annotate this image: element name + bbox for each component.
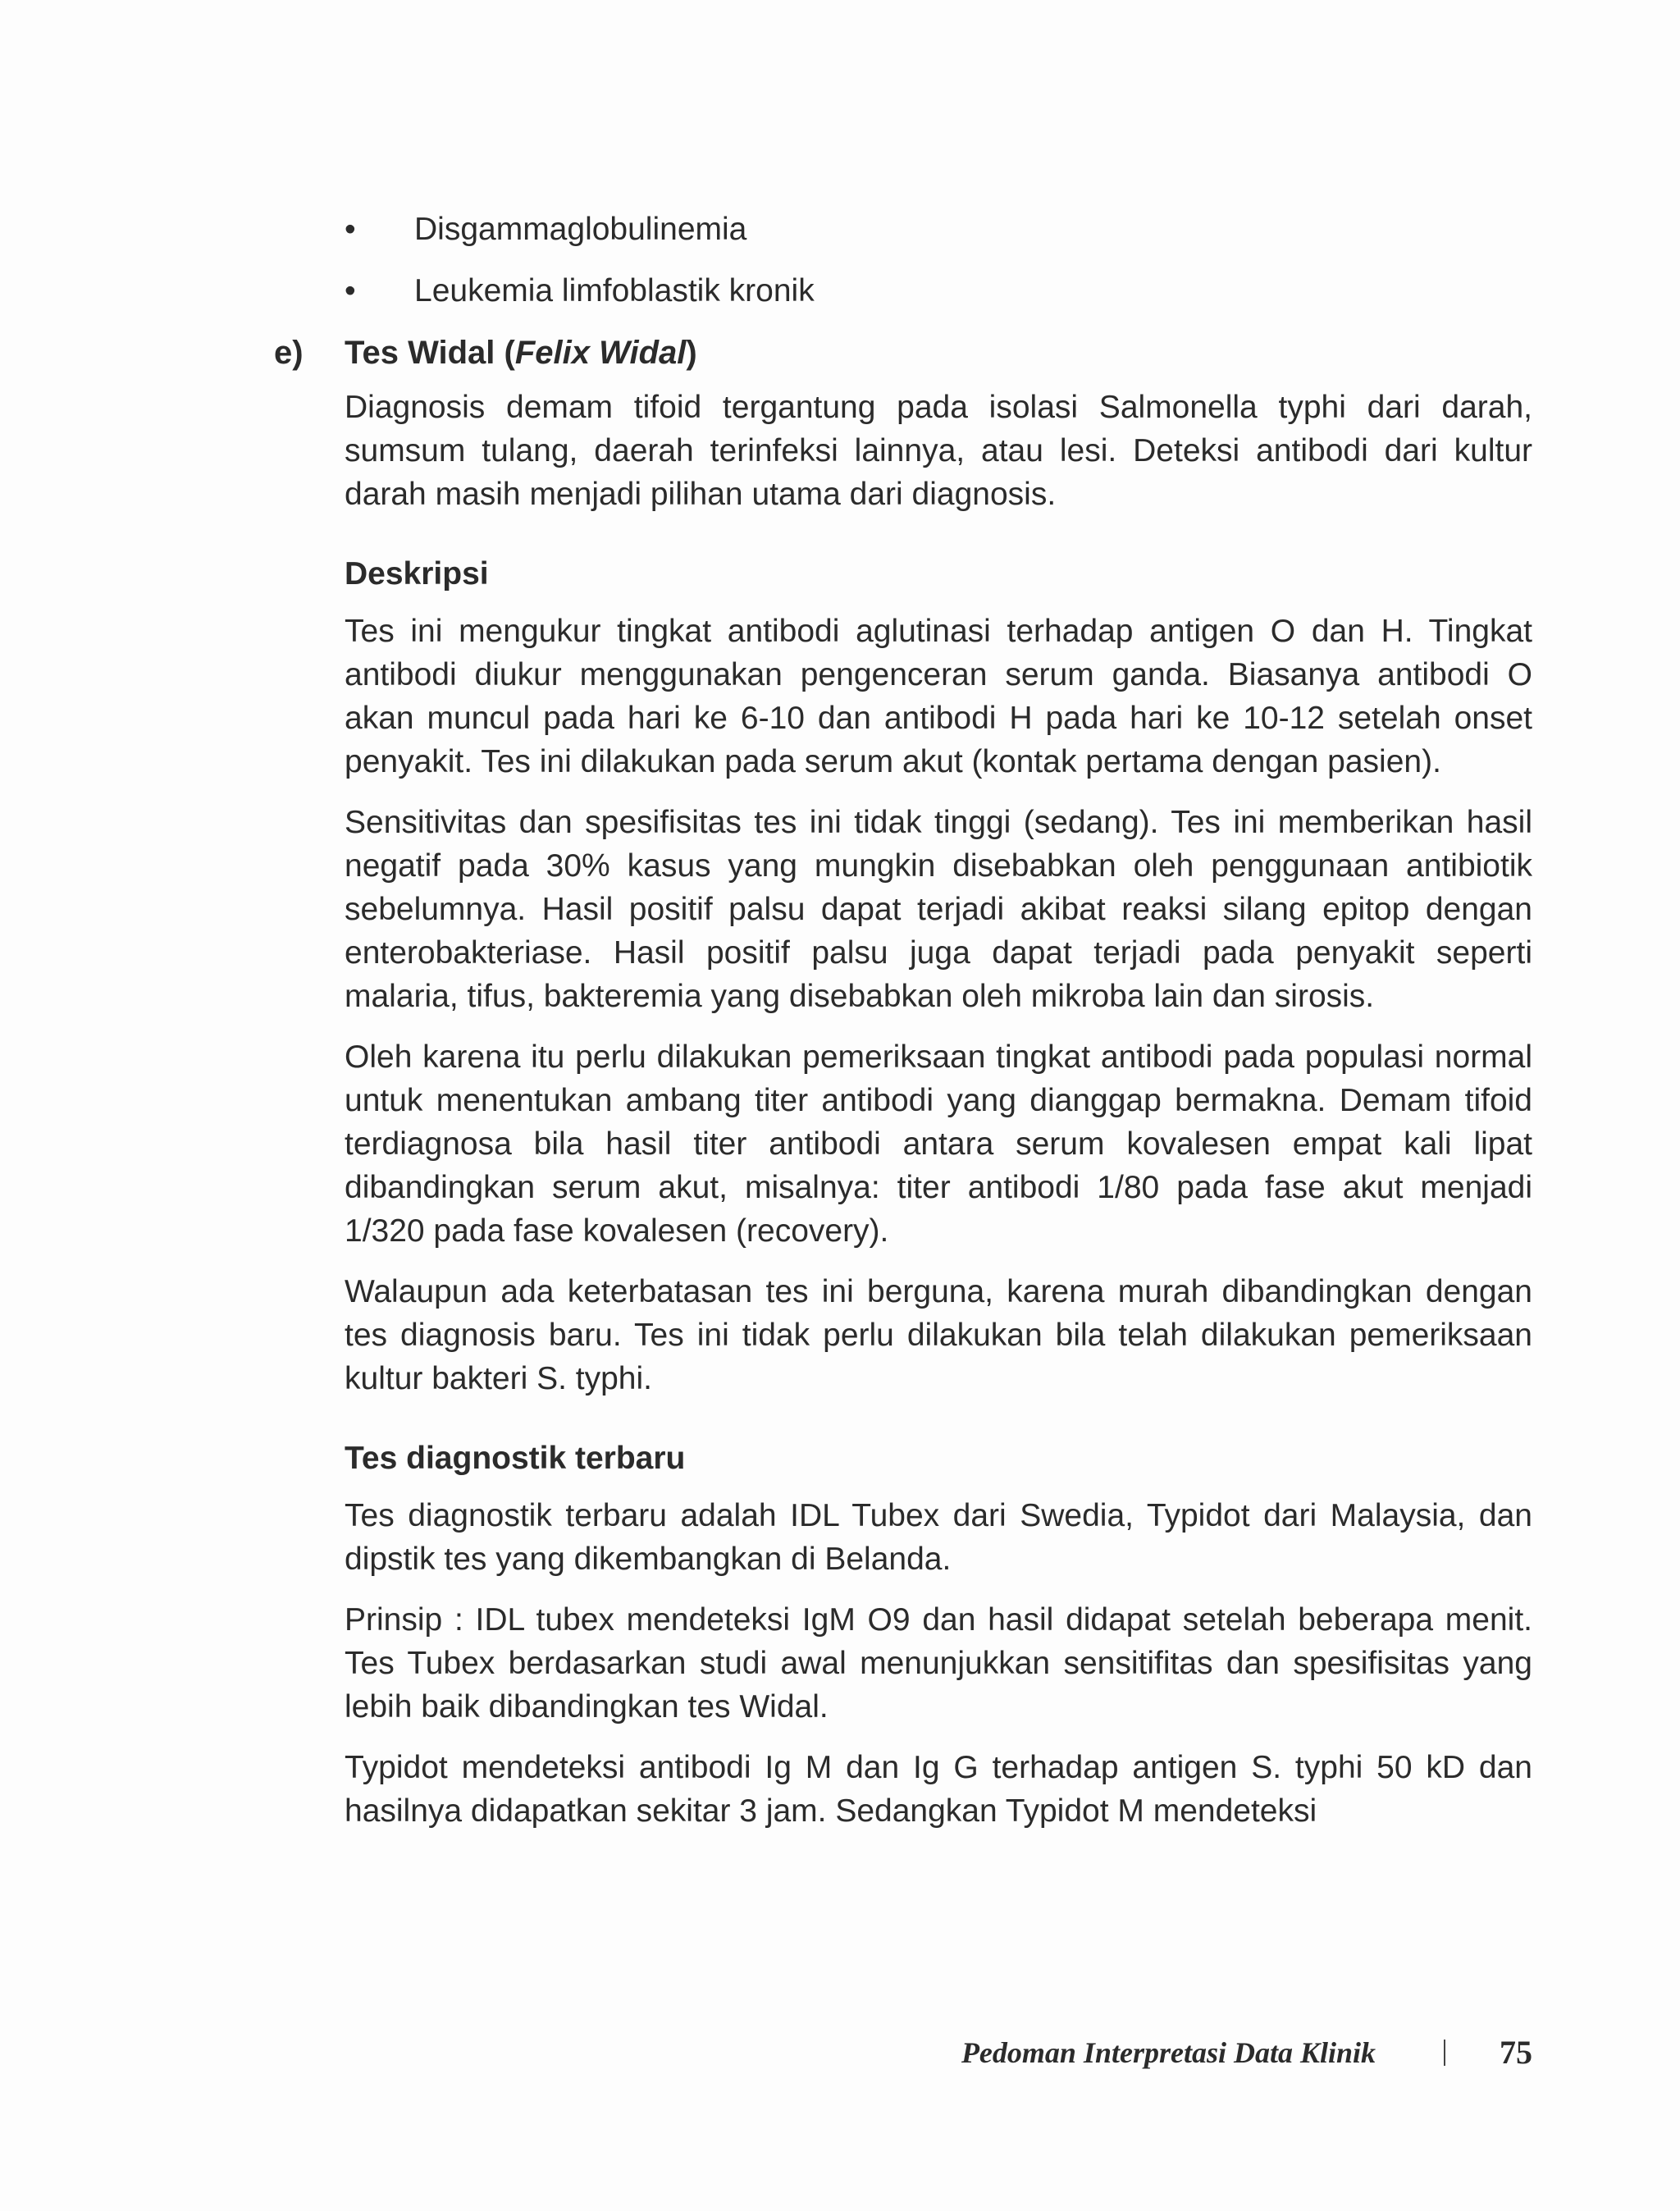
- intro-paragraph: Diagnosis demam tifoid tergantung pada isolasi Salmonella typhi dari darah, sumsum tulang, daerah terinfeksi lainnya, atau lesi. Deteksi antibodi dari kultur darah masih menjadi pilihan utama dari diagnosis.: [345, 390, 1532, 512]
- page-content: [274, 210, 1532, 1833]
- section-title: [345, 335, 697, 371]
- page-number: 75: [1500, 2034, 1532, 2071]
- list-item: [345, 272, 1532, 311]
- section-title-close: ): [686, 335, 697, 371]
- footer-book-title: Pedoman Interpretasi Data Klinik: [961, 2036, 1376, 2069]
- list-item: [345, 210, 1532, 249]
- terbaru-paragraph: Typidot mendeteksi antibodi Ig M dan Ig G terhadap antigen S. typhi 50 kD dan hasilnya didapatkan sekitar 3 jam. Sedangkan Typidot M mendeteksi: [345, 1750, 1532, 1829]
- deskripsi-paragraph: Tes ini mengukur tingkat antibodi aglutinasi terhadap antigen O dan H. Tingkat antibodi diukur menggunakan pengenceran serum ganda. Biasanya antibodi O akan muncul pada hari ke 6-10 dan antibodi H pada hari ke 10-12 setelah onset penyakit. Tes ini dilakukan pada serum akut (kontak pertama dengan pasien).: [345, 614, 1532, 779]
- deskripsi-paragraph: Sensitivitas dan spesifisitas tes ini tidak tinggi (sedang). Tes ini memberikan hasil negatif pada 30% kasus yang mungkin disebabkan oleh penggunaan antibiotik sebelumnya. Hasil positif palsu dapat terjadi akibat reaksi silang epitop dengan enterobakteriase. Hasil positif palsu juga dapat terjadi pada penyakit seperti malaria, tifus, bakteremia yang disebabkan oleh mikroba lain dan sirosis.: [345, 805, 1532, 1014]
- terbaru-paragraph: Tes diagnostik terbaru adalah IDL Tubex dari Swedia, Typidot dari Malaysia, dan dipstik tes yang dikembangkan di Belanda.: [345, 1498, 1532, 1577]
- section-title-italic: Felix Widal: [514, 335, 687, 371]
- deskripsi-heading: Deskripsi: [345, 556, 489, 592]
- footer-separator: [1444, 2040, 1445, 2066]
- list-item-text: Leukemia limfoblastik kronik: [414, 273, 815, 308]
- terbaru-heading: Tes diagnostik terbaru: [345, 1441, 686, 1476]
- list-item-text: Disgammaglobulinemia: [414, 212, 747, 247]
- bullet-marker: •: [345, 212, 356, 247]
- bullet-marker: •: [345, 273, 356, 308]
- terbaru-paragraph: Prinsip : IDL tubex mendeteksi IgM O9 dan hasil didapat setelah beberapa menit. Tes Tubex berdasarkan studi awal menunjukkan sensitifitas dan spesifisitas yang lebih baik dibandingkan tes Widal.: [345, 1602, 1532, 1724]
- deskripsi-paragraph: Oleh karena itu perlu dilakukan pemeriksaan tingkat antibodi pada populasi normal untuk menentukan ambang titer antibodi yang dianggap bermakna. Demam tifoid terdiagnosa bila hasil titer antibodi antara serum kovalesen empat kali lipat dibandingkan serum akut, misalnya: titer antibodi 1/80 pada fase akut menjadi 1/320 pada fase kovalesen (recovery).: [345, 1039, 1532, 1249]
- deskripsi-paragraph: Walaupun ada keterbatasan tes ini berguna, karena murah dibandingkan dengan tes diagnosis baru. Tes ini tidak perlu dilakukan bila telah dilakukan pemeriksaan kultur bakteri S. typhi.: [345, 1274, 1532, 1396]
- bullet-list: [345, 210, 1532, 311]
- section-number: e): [274, 335, 304, 371]
- section-title-main: Tes Widal (: [345, 335, 515, 371]
- page-footer: [0, 2028, 1680, 2077]
- section-heading: [274, 333, 1532, 372]
